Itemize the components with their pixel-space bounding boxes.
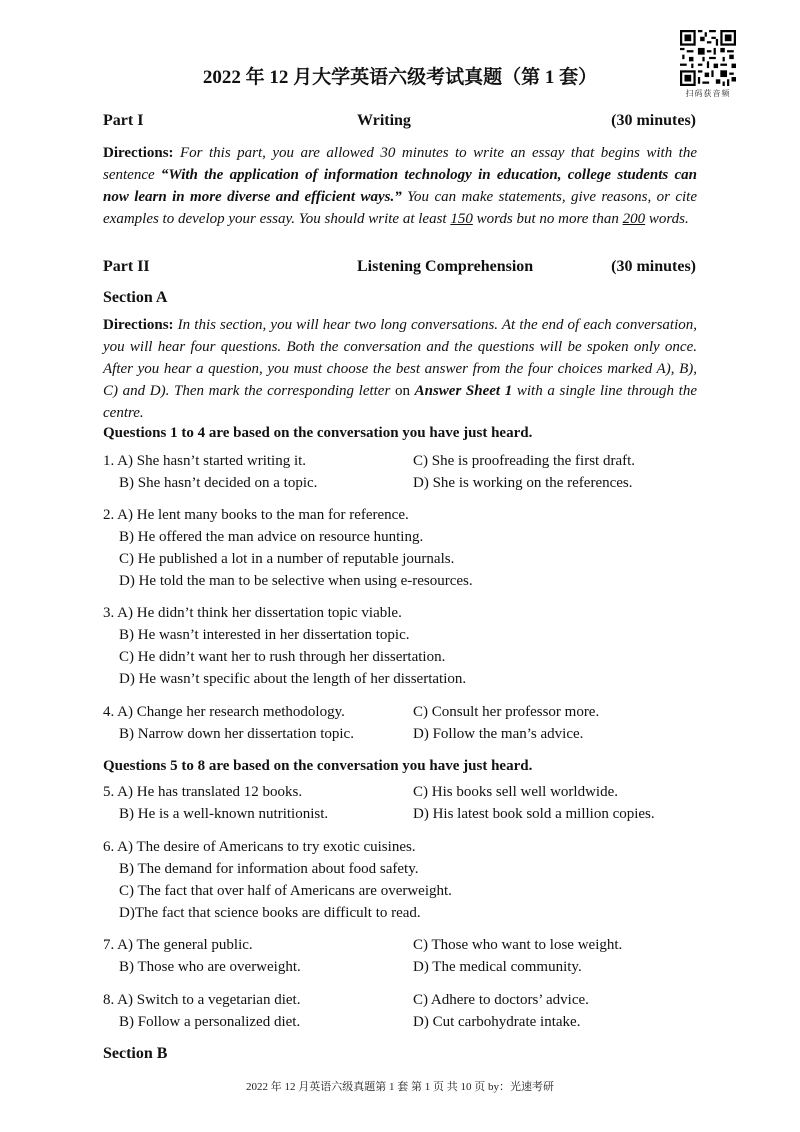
option-b: B) He wasn’t interested in her dissertation topic. xyxy=(119,627,410,643)
directions-text: For this part, you are allowed 30 minutes to write an essay that begins with the sentence xyxy=(103,145,697,183)
page-footer: 2022 年 12 月英语六级真题第 1 套 第 1 页 共 10 页 by：光速考研 xyxy=(246,1081,554,1093)
part2-time: (30 minutes) xyxy=(611,258,696,275)
question-5 xyxy=(103,781,703,825)
option-c: C) Consult her professor more. xyxy=(413,704,600,720)
part2-header xyxy=(103,258,696,280)
part2-directions xyxy=(103,314,697,424)
directions-text: words but no more than xyxy=(472,211,623,227)
answer-sheet-ref: Answer Sheet 1 xyxy=(414,383,513,399)
max-words: 200 xyxy=(622,211,646,227)
option-a: 6. A) The desire of Americans to try exotic cuisines. xyxy=(103,839,416,855)
part2-title: Listening Comprehension xyxy=(357,258,534,275)
page-title: 2022 年 12 月大学英语六级考试真题（第 1 套） xyxy=(202,67,598,88)
directions-label: Directions: xyxy=(103,145,174,161)
option-a: 1. A) She hasn’t started writing it. xyxy=(103,453,307,469)
directions-label: Directions: xyxy=(103,317,174,333)
option-c: C) His books sell well worldwide. xyxy=(413,784,618,800)
question-8 xyxy=(103,989,703,1033)
option-c: C) The fact that over half of Americans are overweight. xyxy=(119,883,452,899)
option-d: D)The fact that science books are difficult to read. xyxy=(119,905,421,921)
option-d: D) He wasn’t specific about the length of her dissertation. xyxy=(119,671,467,687)
option-d: D) His latest book sold a million copies. xyxy=(413,806,655,822)
question-3 xyxy=(103,602,703,690)
option-a: 7. A) The general public. xyxy=(103,937,253,953)
option-c: C) He didn’t want her to rush through her dissertation. xyxy=(119,649,446,665)
question-1 xyxy=(103,450,703,494)
option-b: B) Narrow down her dissertation topic. xyxy=(119,726,354,742)
section-a-heading: Section A xyxy=(103,289,168,306)
option-a: 3. A) He didn’t think her dissertation topic viable. xyxy=(103,605,402,621)
option-b: B) He offered the man advice on resource hunting. xyxy=(119,529,424,545)
question-group-heading: Questions 1 to 4 are based on the conversation you have just heard. xyxy=(103,425,533,441)
option-c: C) Adhere to doctors’ advice. xyxy=(413,992,589,1008)
qr-code-icon xyxy=(680,30,736,86)
option-d: D) He told the man to be selective when using e-resources. xyxy=(119,573,473,589)
option-a: 2. A) He lent many books to the man for reference. xyxy=(103,507,409,523)
option-b: B) The demand for information about food safety. xyxy=(119,861,419,877)
option-b: B) He is a well-known nutritionist. xyxy=(119,806,329,822)
essay-prompt: “With the application of information technology in education, college students can now learn in more diverse and efficient ways.” xyxy=(103,167,697,205)
section-b-heading: Section B xyxy=(103,1045,168,1062)
min-words: 150 xyxy=(450,211,473,227)
option-d: D) The medical community. xyxy=(413,959,582,975)
option-d: D) Follow the man’s advice. xyxy=(413,726,584,742)
option-d: D) She is working on the references. xyxy=(413,475,633,491)
option-b: B) Those who are overweight. xyxy=(119,959,301,975)
question-2 xyxy=(103,504,703,592)
option-a: 4. A) Change her research methodology. xyxy=(103,704,345,720)
option-b: B) She hasn’t decided on a topic. xyxy=(119,475,318,491)
part2-label: Part II xyxy=(103,258,150,275)
directions-text: In this section, you will hear two long conversations. At the end of each conversation, you will hear four questions. Both the conversation and the questions will be spoken only once. After you hear a question, you must choose the best answer from the four choices marked A), B), C) and D). Then mark the corresponding letter xyxy=(103,317,697,399)
option-c: C) She is proofreading the first draft. xyxy=(413,453,636,469)
question-6 xyxy=(103,836,703,924)
directions-text: on xyxy=(394,383,410,399)
option-a: 5. A) He has translated 12 books. xyxy=(103,784,303,800)
part1-time: (30 minutes) xyxy=(611,112,696,129)
directions-text: You can make statements, give reasons, or cite examples to develop your essay. You should write at least xyxy=(103,189,697,227)
part1-directions xyxy=(103,142,697,230)
qr-code[interactable] xyxy=(680,30,736,99)
question-7 xyxy=(103,934,703,978)
option-c: C) Those who want to lose weight. xyxy=(413,937,623,953)
directions-text: words. xyxy=(645,211,689,227)
question-group-heading: Questions 5 to 8 are based on the conversation you have just heard. xyxy=(103,758,533,774)
option-b: B) Follow a personalized diet. xyxy=(119,1014,301,1030)
qr-caption: 扫码获音频 xyxy=(685,89,731,98)
option-c: C) He published a lot in a number of reputable journals. xyxy=(119,551,455,567)
option-a: 8. A) Switch to a vegetarian diet. xyxy=(103,992,301,1008)
option-d: D) Cut carbohydrate intake. xyxy=(413,1014,581,1030)
question-4 xyxy=(103,701,703,745)
part1-title: Writing xyxy=(357,112,411,129)
part1-label: Part I xyxy=(103,112,144,129)
part1-header xyxy=(103,112,696,134)
directions-text: with a single line through the centre. xyxy=(103,383,698,421)
